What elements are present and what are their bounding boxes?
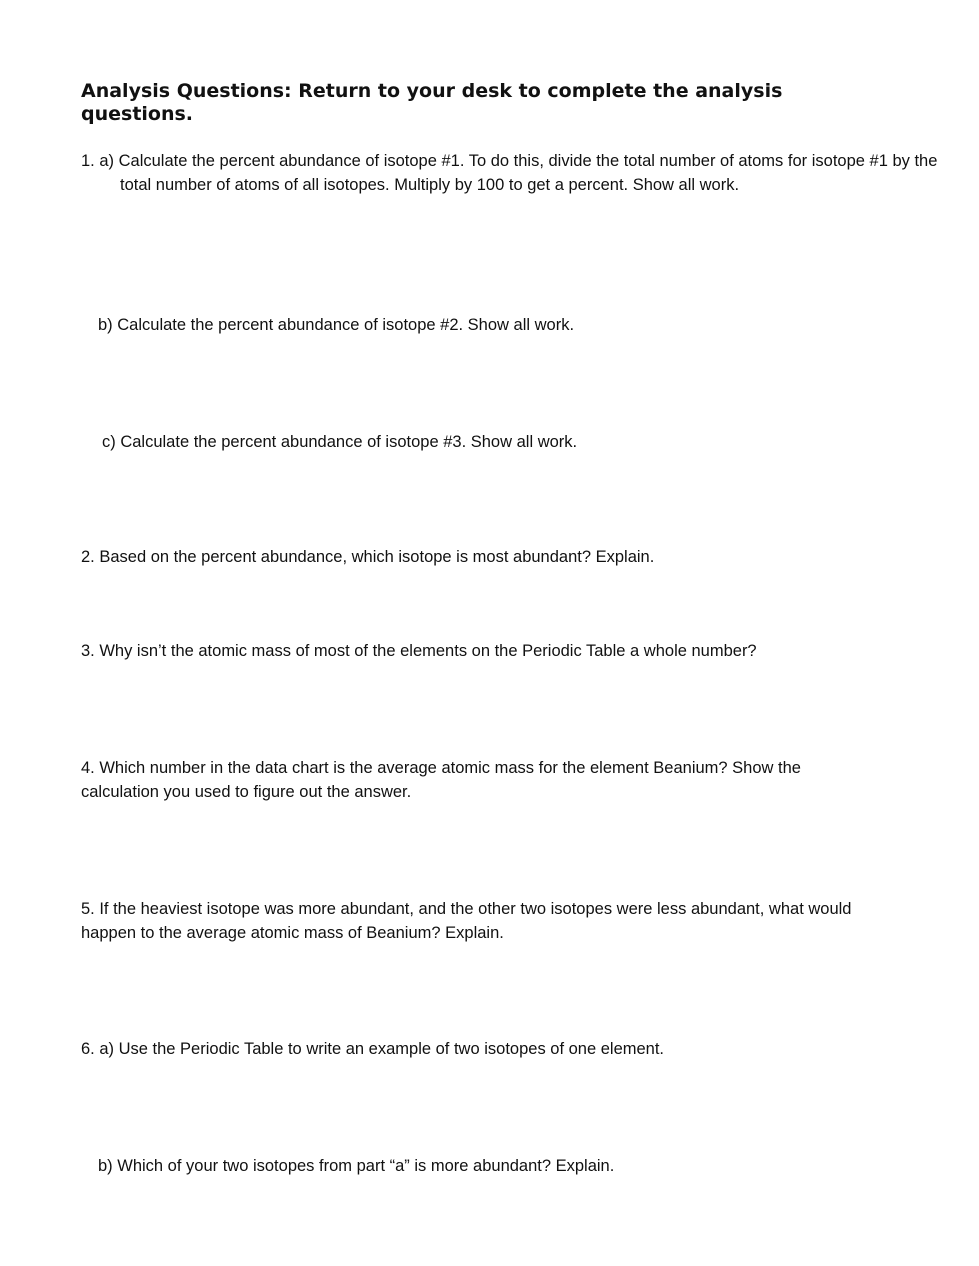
- question-2: 2. Based on the percent abundance, which isotope is most abundant? Explain.: [81, 548, 655, 566]
- question-1a: 1. a) Calculate the percent abundance of isotope #1. To do this, divide the total number of atoms for isotope #1 by the total number of atoms of all isotopes. Multiply by 100 to get a percent. Show all work.: [81, 152, 938, 194]
- question-5: 5. If the heaviest isotope was more abundant, and the other two isotopes were less abundant, what would happen to the average atomic mass of Beanium? Explain.: [81, 900, 852, 942]
- question-4: 4. Which number in the data chart is the average atomic mass for the element Beanium? Show the calculation you used to figure out the answer.: [81, 759, 801, 801]
- page-heading: Analysis Questions: Return to your desk to complete the analysis questions.: [81, 80, 783, 125]
- question-6b: b) Which of your two isotopes from part “a” is more abundant? Explain.: [98, 1157, 615, 1175]
- question-1c: c) Calculate the percent abundance of isotope #3. Show all work.: [102, 433, 578, 451]
- question-6a: 6. a) Use the Periodic Table to write an example of two isotopes of one element.: [81, 1040, 665, 1058]
- question-1b: b) Calculate the percent abundance of isotope #2. Show all work.: [98, 316, 575, 334]
- question-3: 3. Why isn’t the atomic mass of most of the elements on the Periodic Table a whole number?: [81, 642, 757, 660]
